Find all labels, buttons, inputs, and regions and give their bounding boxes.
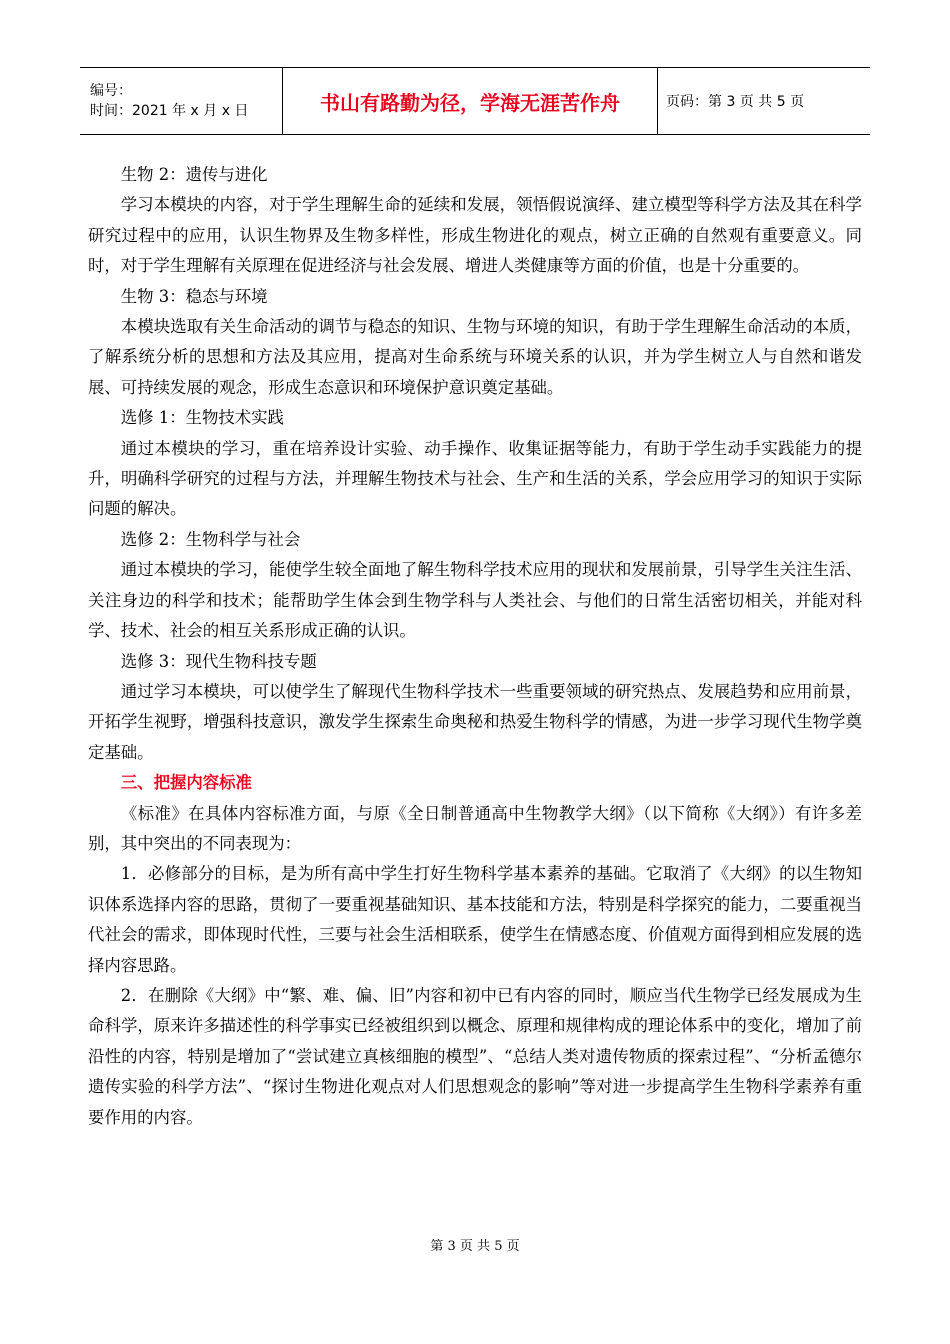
- paragraph: 通过本模块的学习，重在培养设计实验、动手操作、收集证据等能力，有助于学生动手实践能力的提升，明确科学研究的过程与方法，并理解生物技术与社会、生产和生活的关系，学会应用学习的知识于实际问题的解决。: [88, 438, 862, 519]
- paragraph: 生物 3：稳态与环境: [120, 286, 268, 306]
- document-body: [88, 160, 862, 1133]
- header-page-number: 页码：第 3 页 共 5 页: [666, 94, 805, 110]
- paragraph: 通过学习本模块，可以使学生了解现代生物科学技术一些重要领域的研究热点、发展趋势和应用前景，开拓学生视野，增强科技意识，激发学生探索生命奥秘和热爱生物科学的情感，为进一步学习现代生物学奠定基础。: [88, 681, 862, 762]
- paragraph: 2．在删除《大纲》中“繁、难、偏、旧”内容和初中已有内容的同时，顺应当代生物学已经发展成为生命科学，原来许多描述性的科学事实已经被组织到以概念、原理和规律构成的理论体系中的变化，增加了前沿性的内容，特别是增加了“尝试建立真核细胞的模型”、“总结人类对遗传物质的探索过程”、“分析孟德尔遗传实验的科学方法”、“探讨生物进化观点对人们思想观念的影响”等对进一步提高学生生物科学素养有重要作用的内容。: [88, 985, 862, 1127]
- paragraph: 选修 2：生物科学与社会: [120, 529, 301, 549]
- header-meta-cell: [80, 68, 283, 134]
- paragraph: 选修 3：现代生物科技专题: [120, 651, 317, 671]
- paragraph: 生物 2：遗传与进化: [120, 165, 268, 184]
- document-number: 编号：: [90, 83, 132, 99]
- paragraph: 学习本模块的内容，对于学生理解生命的延续和发展，领悟假说演绎、建立模型等科学方法及其在科学研究过程中的应用，认识生物界及生物多样性，形成生物进化的观点，树立正确的自然观有重要意义。同时，对于学生理解有关原理在促进经济与社会发展、增进人类健康等方面的价值，也是十分重要的。: [88, 195, 862, 276]
- paragraph: 选修 1：生物技术实践: [120, 408, 284, 428]
- paragraph: 通过本模块的学习，能使学生较全面地了解生物科学技术应用的现状和发展前景，引导学生关注生活、关注身边的科学和技术；能帮助学生体会到生物学科与人类社会、与他们的日常生活密切相关，并能对科学、技术、社会的相互关系形成正确的认识。: [88, 560, 862, 641]
- paragraph: 1．必修部分的目标，是为所有高中学生打好生物科学基本素养的基础。它取消了《大纲》的以生物知识体系选择内容的思路，贯彻了一要重视基础知识、基本技能和方法，特别是科学探究的能力，二要重视当代社会的需求，即体现时代性，三要与社会生活相联系，使学生在情感态度、价值观方面得到相应发展的选择内容思路。: [88, 864, 862, 975]
- document-date: 时间：2021 年 x 月 x 日: [90, 103, 249, 119]
- paragraph: 本模块选取有关生命活动的调节与稳态的知识、生物与环境的知识，有助于学生理解生命活动的本质，了解系统分析的思想和方法及其应用，提高对生命系统与环境关系的认识，并为学生树立人与自然和谐发展、可持续发展的观念，形成生态意识和环境保护意识奠定基础。: [88, 317, 862, 397]
- header-table: [80, 67, 870, 135]
- paragraph: 《标准》在具体内容标准方面，与原《全日制普通高中生物教学大纲》（以下简称《大纲》）有许多差别，其中突出的不同表现为：: [88, 803, 862, 853]
- page-footer: 第 3 页 共 5 页: [430, 1239, 520, 1254]
- header-motto: 书山有路勤为径，学海无涯苦作舟: [283, 68, 658, 134]
- section-heading: 三、把握内容标准: [120, 773, 252, 793]
